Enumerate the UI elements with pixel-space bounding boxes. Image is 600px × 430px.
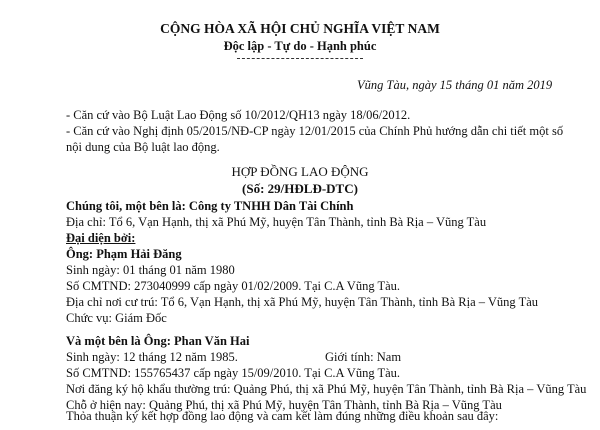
basis-line-2: - Căn cứ vào Nghị định 05/2015/NĐ-CP ngày 12/01/2015 của Chính Phủ hướng dẫn chi tiết một số bbox=[66, 124, 564, 138]
representative-name: Ông: Phạm Hải Đăng bbox=[66, 247, 182, 261]
representative-position: Chức vụ: Giám Đốc bbox=[66, 311, 167, 325]
party-b-current-address: Chỗ ở hiện nay: Quảng Phú, thị xã Phú Mỹ, huyện Tân Thành, tỉnh Bà Rịa – Vũng Tàu bbox=[66, 398, 502, 412]
party-b-id: Số CMTND: 155765437 cấp ngày 15/09/2010. Tại C.A Vũng Tàu. bbox=[66, 366, 401, 380]
representative-dob: Sinh ngày: 01 tháng 01 năm 1980 bbox=[66, 263, 235, 277]
basis-line-1: - Căn cứ vào Bộ Luật Lao Động số 10/2012/QH13 ngày 18/06/2012. bbox=[66, 108, 411, 122]
representative-residence: Địa chỉ nơi cư trú: Tổ 6, Vạn Hạnh, thị xã Phú Mỹ, huyện Tân Thành, tỉnh Bà Rịa – Vũng Tàu bbox=[66, 295, 539, 309]
basis-line-2-cont: nội dung của Bộ luật lao động. bbox=[66, 140, 220, 154]
party-a-intro: Chúng tôi, một bên là: Công ty TNHH Dân Tài Chính bbox=[66, 199, 354, 213]
party-b-gender: Giới tính: Nam bbox=[325, 350, 402, 364]
party-b-permanent-address: Nơi đăng ký hộ khẩu thường trú: Quảng Phú, thị xã Phú Mỹ, huyện Tân Thành, tỉnh Bà Rịa – Vũng Tàu bbox=[66, 382, 587, 396]
representative-heading: Đại diện bởi: bbox=[66, 231, 136, 245]
party-b-intro: Và một bên là Ông: Phan Văn Hai bbox=[66, 334, 250, 348]
country-heading: CỘNG HÒA XÃ HỘI CHỦ NGHĨA VIỆT NAM bbox=[160, 21, 440, 36]
contract-number: (Số: 29/HĐLĐ-DTC) bbox=[242, 181, 358, 196]
motto-underline bbox=[237, 58, 363, 59]
place-date: Vũng Tàu, ngày 15 tháng 01 năm 2019 bbox=[357, 78, 553, 92]
contract-title: HỢP ĐỒNG LAO ĐỘNG bbox=[231, 164, 369, 179]
party-a-address: Địa chỉ: Tổ 6, Vạn Hạnh, thị xã Phú Mỹ, huyện Tân Thành, tỉnh Bà Rịa – Vũng Tàu bbox=[66, 215, 487, 229]
party-b-dob: Sinh ngày: 12 tháng 12 năm 1985. bbox=[66, 350, 238, 364]
agreement-statement: Thỏa thuận ký kết hợp đồng lao động và cam kết làm đúng những điều khoản sau đây: bbox=[66, 409, 499, 423]
motto: Độc lập - Tự do - Hạnh phúc bbox=[223, 39, 377, 53]
representative-id: Số CMTND: 273040999 cấp ngày 01/02/2009. Tại C.A Vũng Tàu. bbox=[66, 279, 401, 293]
